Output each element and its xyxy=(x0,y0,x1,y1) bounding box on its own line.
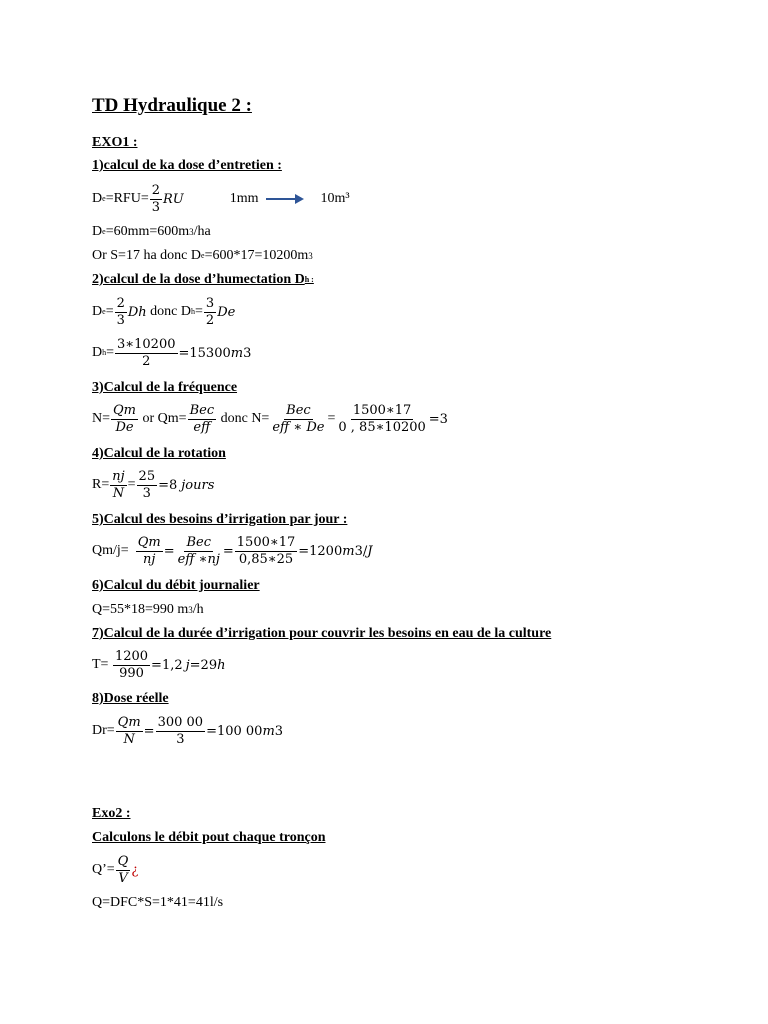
denominator: 990 xyxy=(119,665,144,681)
eq-text: =600*17=10200m xyxy=(204,248,309,263)
equation-de-60mm xyxy=(92,225,211,239)
numerator: Bec xyxy=(189,403,215,418)
equation-dh-value xyxy=(92,338,251,368)
section-2-heading xyxy=(92,273,314,287)
equation-duree xyxy=(92,650,225,680)
eq-text: /ha xyxy=(193,224,211,239)
eq-result: 3/ xyxy=(354,543,368,559)
denominator: nj xyxy=(142,551,156,567)
fraction xyxy=(188,404,217,434)
eq-text: Q’= xyxy=(92,862,115,878)
numerator: 25 xyxy=(138,469,156,484)
eq-result: =29 xyxy=(189,657,218,673)
eq-result: =1200 xyxy=(298,543,343,559)
denominator: 2 xyxy=(205,312,215,328)
eq-result: 3 xyxy=(274,723,284,739)
eq-text: T= xyxy=(92,657,112,673)
eq-var: De xyxy=(217,304,236,320)
fraction xyxy=(270,404,326,434)
numerator: Bec xyxy=(286,403,311,418)
eq-sup: 3 xyxy=(308,250,313,261)
numerator: 2 xyxy=(116,296,125,311)
numerator: 3 xyxy=(205,296,215,311)
exo2-subheading: Calculons le débit pout chaque tronçon xyxy=(92,830,326,845)
page-title: TD Hydraulique 2 : xyxy=(92,95,252,116)
section-7-heading: 7)Calcul de la durée d’irrigation pour couvrir les besoins en eau de la culture xyxy=(92,626,552,641)
eq-sub: e xyxy=(201,251,205,260)
section-3-heading: 3)Calcul de la fréquence xyxy=(92,380,238,395)
eq-text: = xyxy=(106,345,115,361)
fraction xyxy=(137,470,158,500)
eq-text: = xyxy=(127,477,136,493)
eq-result: =100 00 xyxy=(206,723,263,739)
fraction xyxy=(115,338,177,368)
equation-q-dfc: Q=DFC*S=1*41=41l/s xyxy=(92,895,224,910)
eq-var: m xyxy=(262,723,275,739)
eq-text: =RFU= xyxy=(105,191,149,207)
section-6-heading: 6)Calcul du débit journalier xyxy=(92,578,260,593)
eq-result: =1,2 xyxy=(151,657,183,673)
denominator: 2 xyxy=(142,353,151,369)
eq-sup: 3 xyxy=(189,226,194,237)
eq-result: 3 xyxy=(243,345,252,361)
eq-var: m xyxy=(230,345,244,361)
heading-sub: h : xyxy=(304,275,314,284)
fraction xyxy=(156,716,206,746)
eq-result: =3 xyxy=(428,411,448,427)
section-1-heading: 1)calcul de ka dose d’entretien : xyxy=(92,158,282,173)
eq-var: RU xyxy=(163,191,184,207)
denominator: N xyxy=(123,731,135,747)
eq-text: D xyxy=(92,345,103,361)
eq-text: D xyxy=(92,191,103,207)
unit-a: 1mm xyxy=(229,191,259,207)
numerator: 1200 xyxy=(114,649,149,664)
denominator: 0 , 85∗10200 xyxy=(338,419,426,435)
fraction xyxy=(116,716,143,746)
eq-var: J xyxy=(367,543,373,559)
numerator: 2 xyxy=(151,183,160,198)
eq-text: /h xyxy=(192,602,204,617)
eq-text: Q=55*18=990 m xyxy=(92,602,189,617)
eq-var: jours xyxy=(181,477,215,493)
equation-rotation xyxy=(92,470,214,500)
fraction xyxy=(111,404,138,434)
eq-error-glyph: ¿ xyxy=(131,862,139,878)
denominator: eff ∗ De xyxy=(272,419,325,435)
equation-dose-reelle xyxy=(92,716,283,746)
numerator: Bec xyxy=(186,535,211,550)
numerator: 1500∗17 xyxy=(236,535,296,550)
eq-result: =8 xyxy=(158,477,178,493)
denominator: 3 xyxy=(116,312,125,328)
fraction xyxy=(176,536,222,566)
equation-debit xyxy=(92,603,204,617)
denominator: 0,85∗25 xyxy=(238,551,294,567)
exo2-heading: Exo2 : xyxy=(92,806,131,821)
fraction xyxy=(116,855,131,885)
exo1-heading: EXO1 : xyxy=(92,135,138,150)
numerator: Qm xyxy=(137,535,161,550)
fraction xyxy=(136,536,163,566)
denominator: N xyxy=(112,485,125,501)
fraction xyxy=(150,184,162,214)
equation-besoins xyxy=(92,536,372,566)
eq-sub: e xyxy=(102,194,106,204)
section-5-heading: 5)Calcul des besoins d’irrigation par jour : xyxy=(92,512,348,527)
equation-dose-entretien xyxy=(92,184,350,214)
denominator: 3 xyxy=(176,731,185,747)
eq-var: h xyxy=(217,657,226,673)
numerator: 3∗10200 xyxy=(117,337,176,352)
eq-sup: 3 xyxy=(188,604,193,615)
eq-text: = xyxy=(105,304,114,320)
eq-result: =15300 xyxy=(178,345,231,361)
eq-text: Qm/j= xyxy=(92,543,129,559)
eq-text: =60mm=600m xyxy=(105,224,190,239)
eq-sub: e xyxy=(102,227,106,236)
fraction xyxy=(110,470,126,500)
numerator: Qm xyxy=(117,715,141,730)
heading-text: 2)calcul de la dose d’humectation D xyxy=(92,272,305,287)
eq-text: Dr= xyxy=(92,723,115,739)
equation-or-s xyxy=(92,249,313,263)
equation-frequence xyxy=(92,404,448,434)
unit-b: 10m³ xyxy=(320,191,350,207)
denominator: 3 xyxy=(151,199,160,215)
eq-sub: h xyxy=(191,307,195,317)
eq-text: = xyxy=(327,411,336,427)
eq-text: R= xyxy=(92,477,110,493)
eq-sub: e xyxy=(102,307,106,317)
fraction xyxy=(113,650,150,680)
fraction xyxy=(336,404,427,434)
fraction xyxy=(115,297,127,327)
eq-text: donc N= xyxy=(217,411,270,427)
eq-sub: h xyxy=(102,348,107,358)
eq-text: D xyxy=(92,304,103,320)
denominator: eff xyxy=(193,419,211,435)
numerator: 1500∗17 xyxy=(352,403,412,418)
numerator: Qm xyxy=(113,403,137,418)
eq-text: = xyxy=(163,543,175,559)
denominator: eff ∗nj xyxy=(177,551,220,567)
denominator: 3 xyxy=(142,485,151,501)
eq-text: = xyxy=(143,723,155,739)
equation-q-prime xyxy=(92,855,138,885)
eq-text: D xyxy=(92,224,103,239)
eq-var: j xyxy=(185,657,190,673)
eq-var: Dh xyxy=(127,304,147,320)
numerator: nj xyxy=(112,469,125,484)
numerator: 300 00 xyxy=(157,715,204,730)
fraction xyxy=(204,297,216,327)
section-4-heading: 4)Calcul de la rotation xyxy=(92,446,226,461)
equation-de-dh xyxy=(92,297,235,327)
right-arrow-icon xyxy=(265,193,305,205)
denominator: V xyxy=(118,870,128,886)
eq-text: Or S=17 ha donc D xyxy=(92,248,201,263)
fraction xyxy=(235,536,297,566)
eq-text: = xyxy=(222,543,234,559)
section-8-heading: 8)Dose réelle xyxy=(92,691,169,706)
eq-text: donc D xyxy=(146,304,191,320)
eq-var: m xyxy=(342,543,355,559)
eq-text: = xyxy=(195,304,203,320)
eq-text: N= xyxy=(92,411,111,427)
denominator: De xyxy=(115,419,134,435)
eq-text: or Qm= xyxy=(139,411,187,427)
numerator: Q xyxy=(117,854,129,869)
